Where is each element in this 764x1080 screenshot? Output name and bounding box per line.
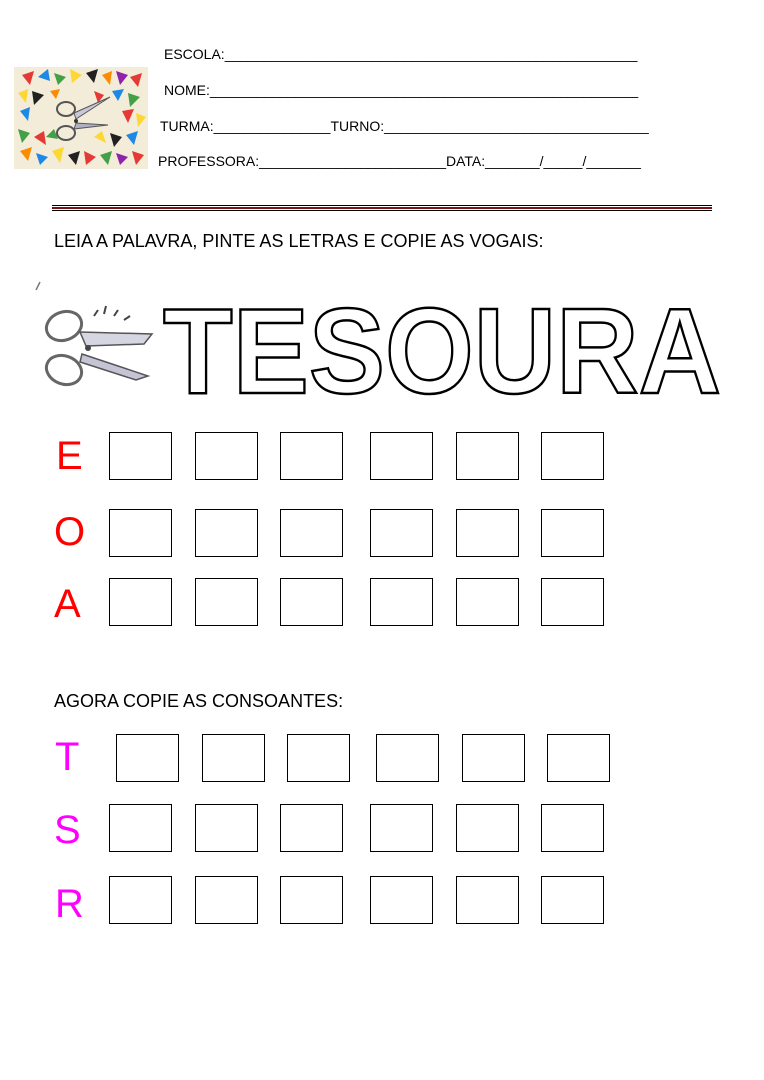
consonant-letter-r: R <box>55 882 84 926</box>
divider-line-bottom <box>52 210 712 211</box>
answer-box[interactable] <box>280 804 343 852</box>
answer-box[interactable] <box>541 509 604 557</box>
mosaic-scissors-logo-icon <box>14 67 148 169</box>
professora-data-field[interactable]: PROFESSORA:________________________DATA:_______/_____/_______ <box>158 153 641 169</box>
answer-box[interactable] <box>541 876 604 924</box>
answer-box[interactable] <box>456 804 519 852</box>
answer-box[interactable] <box>370 578 433 626</box>
answer-box[interactable] <box>370 432 433 480</box>
answer-box[interactable] <box>195 432 258 480</box>
answer-box[interactable] <box>195 509 258 557</box>
answer-box[interactable] <box>287 734 350 782</box>
answer-box[interactable] <box>541 804 604 852</box>
answer-box[interactable] <box>456 432 519 480</box>
vowel-letter-e: E <box>56 434 83 478</box>
answer-box[interactable] <box>202 734 265 782</box>
answer-box[interactable] <box>109 804 172 852</box>
answer-box[interactable] <box>280 509 343 557</box>
answer-box[interactable] <box>370 804 433 852</box>
answer-box[interactable] <box>370 509 433 557</box>
answer-box[interactable] <box>109 509 172 557</box>
vowel-letter-a: A <box>54 582 81 626</box>
answer-box[interactable] <box>280 432 343 480</box>
answer-box[interactable] <box>116 734 179 782</box>
answer-box[interactable] <box>109 578 172 626</box>
answer-box[interactable] <box>195 876 258 924</box>
vowels-instruction: LEIA A PALAVRA, PINTE AS LETRAS E COPIE AS VOGAIS: <box>54 231 544 251</box>
answer-box[interactable] <box>376 734 439 782</box>
answer-box[interactable] <box>280 876 343 924</box>
answer-box[interactable] <box>109 876 172 924</box>
answer-box[interactable] <box>456 876 519 924</box>
nome-field[interactable]: NOME:_______________________________________________________ <box>164 82 639 98</box>
answer-box[interactable] <box>541 578 604 626</box>
answer-box[interactable] <box>370 876 433 924</box>
divider-line-top <box>52 205 712 206</box>
scissors-icon <box>32 280 162 400</box>
answer-box[interactable] <box>547 734 610 782</box>
consonants-instruction: AGORA COPIE AS CONSOANTES: <box>54 691 344 711</box>
divider-line-middle <box>52 207 712 209</box>
consonant-letter-t: T <box>55 735 80 779</box>
answer-box[interactable] <box>462 734 525 782</box>
answer-box[interactable] <box>456 509 519 557</box>
answer-box[interactable] <box>195 578 258 626</box>
answer-box[interactable] <box>109 432 172 480</box>
escola-field[interactable]: ESCOLA:_____________________________________________________ <box>164 46 638 62</box>
answer-box[interactable] <box>195 804 258 852</box>
answer-box[interactable] <box>541 432 604 480</box>
turma-turno-field[interactable]: TURMA:_______________TURNO:__________________________________ <box>160 118 649 134</box>
consonant-letter-s: S <box>54 808 81 852</box>
word-text: TESOURA <box>163 290 721 405</box>
answer-box[interactable] <box>280 578 343 626</box>
word-tesoura <box>160 290 725 405</box>
answer-box[interactable] <box>456 578 519 626</box>
vowel-letter-o: O <box>54 510 86 554</box>
